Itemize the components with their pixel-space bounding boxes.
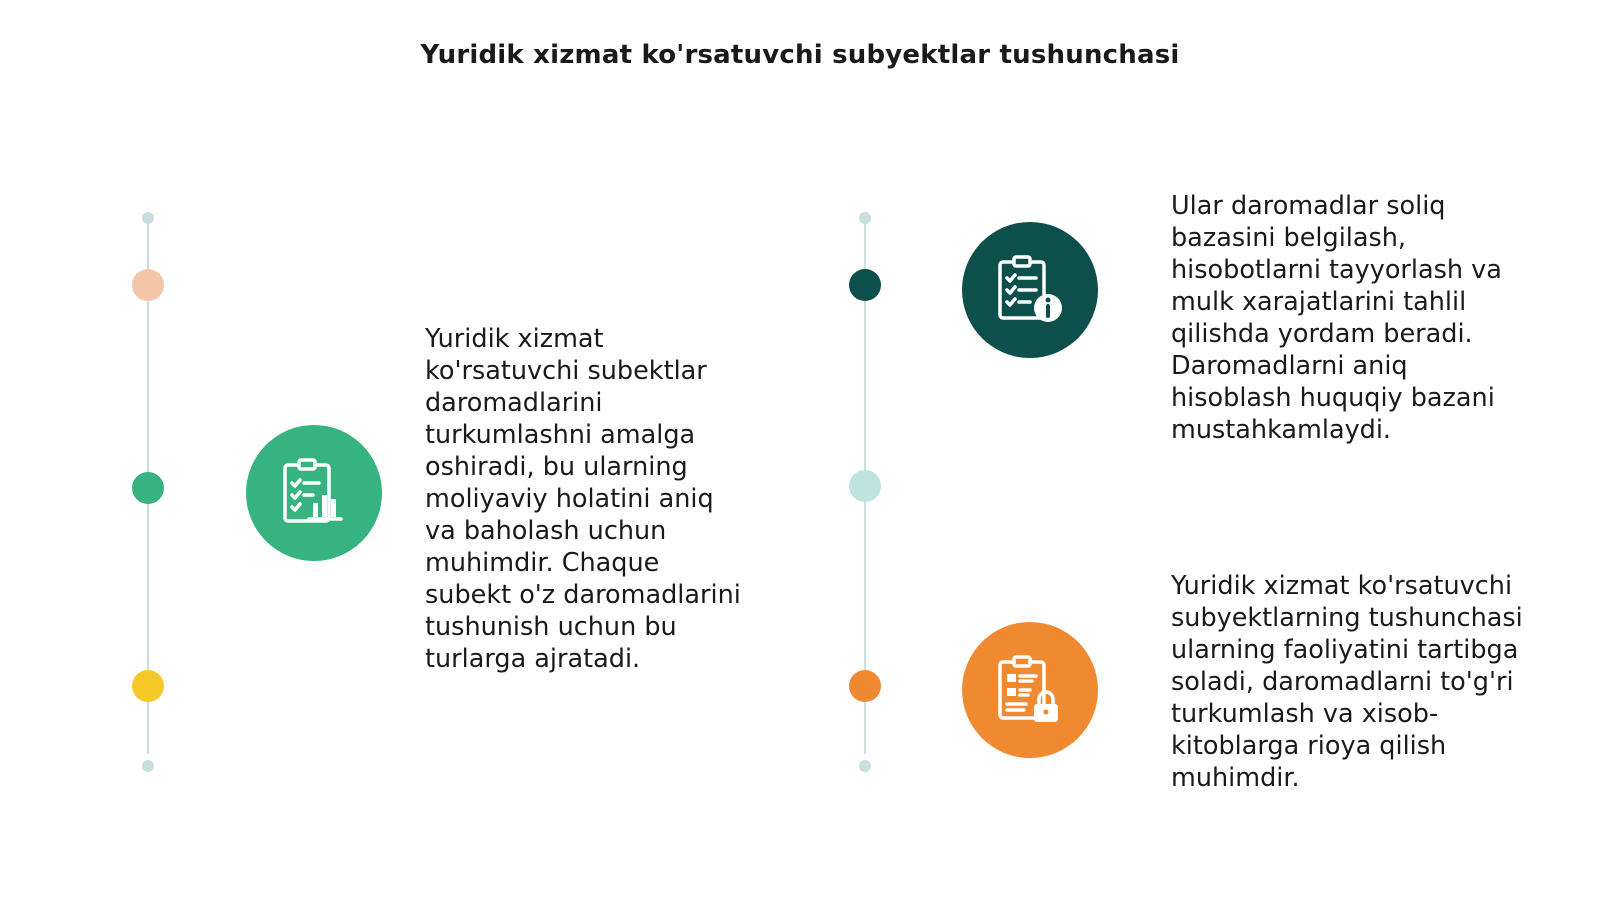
item-2-description: Ular daromadlar soliq bazasini belgilash, hisobotlarni tayyorlash va mulk xarajatlarini tahlil qilishda yordam beradi. Daromadlarni aniq hisoblash huquqiy bazani mustahkamlaydi. — [1171, 191, 1502, 445]
timeline-start-dot — [142, 212, 154, 224]
timeline-end-dot — [859, 760, 871, 772]
timeline-dot-green — [132, 472, 164, 504]
timeline-dot-orange — [849, 670, 881, 702]
timeline-dot-light-teal — [849, 470, 881, 502]
clipboard-lock-icon — [962, 622, 1098, 758]
timeline-dot-dark-teal — [849, 269, 881, 301]
item-3-description: Yuridik xizmat ko'rsatuvchi subyektlarning tushunchasi ularning faoliyatini tartibga soladi, daromadlarni to'g'ri turkumlash va xisob-kitoblarga rioya qilish muhimdir. — [1171, 571, 1523, 793]
timeline-start-dot — [859, 212, 871, 224]
page-title: Yuridik xizmat ko'rsatuvchi subyektlar tushunchasi — [420, 40, 1180, 70]
timeline-dot-yellow — [132, 670, 164, 702]
clipboard-chart-icon — [246, 425, 382, 561]
left-timeline — [128, 212, 168, 762]
clipboard-info-icon — [962, 222, 1098, 358]
item-1-description: Yuridik xizmat ko'rsatuvchi subektlar daromadlarini turkumlashni amalga oshiradi, bu ularning moliyaviy holatini aniq va baholash uchun muhimdir. Chaque subekt o'z daromadlarini tushunish uchun bu turlarga ajratadi. — [425, 324, 741, 674]
right-timeline — [845, 212, 885, 762]
timeline-dot-peach — [132, 269, 164, 301]
timeline-end-dot — [142, 760, 154, 772]
